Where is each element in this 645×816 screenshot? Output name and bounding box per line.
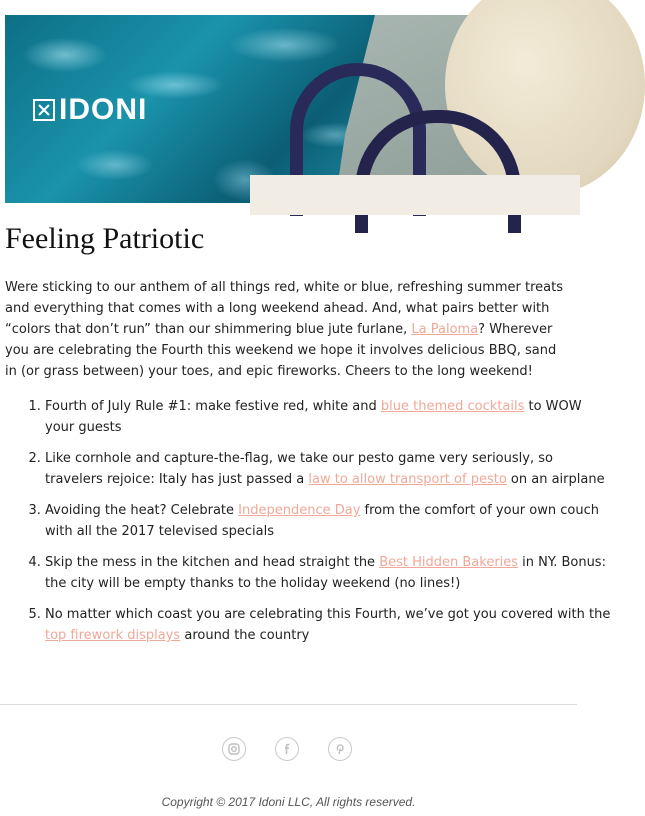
fireworks-link[interactable]: top firework displays: [45, 628, 181, 643]
logo-crest-icon: [33, 99, 55, 121]
intro-text: Were sticking to our anthem of all things red, white or blue, refreshing summer treats and everything that comes with a long weekend ahead. And, what pairs better with “colors that don’t run” than our shimmering blue jute furlane,: [5, 280, 564, 337]
list-item-text: in NY. Bonus: the city will be empty thanks to the holiday weekend (no lines!): [45, 555, 606, 591]
hero-image: [5, 15, 569, 203]
list-item: [45, 604, 611, 646]
article-intro: [5, 277, 571, 382]
cocktails-link[interactable]: blue themed cocktails: [380, 399, 525, 414]
facebook-icon[interactable]: [275, 737, 299, 761]
list-item: [45, 448, 611, 490]
social-links: [0, 737, 577, 763]
bakeries-link[interactable]: Best Hidden Bakeries: [379, 555, 519, 570]
pesto-law-link[interactable]: law to allow transport of pesto: [308, 472, 507, 487]
list-item-text: Avoiding the heat? Celebrate: [45, 503, 239, 518]
list-item-text: from the comfort of your own couch with all the 2017 televised specials: [45, 503, 599, 539]
independence-day-link[interactable]: Independence Day: [238, 503, 361, 518]
list-item-text: No matter which coast you are celebrating this Fourth, we’ve got you covered with the: [45, 607, 611, 622]
list-item: [45, 500, 611, 542]
copyright-text: Copyright © 2017 Idoni LLC, All rights reserved.: [161, 795, 416, 809]
list-item: [45, 552, 611, 594]
list-item: [45, 396, 611, 438]
list-item-text: on an airplane: [506, 472, 605, 487]
list-item-text: Fourth of July Rule #1: make festive red, white and: [45, 399, 381, 414]
list-item-text: around the country: [180, 628, 310, 643]
footer-divider: [0, 704, 577, 705]
pinterest-icon[interactable]: [328, 737, 352, 761]
la-paloma-link[interactable]: La Paloma: [411, 322, 479, 337]
intro-text: ? Wherever you are celebrating the Fourth this weekend we hope it involves delicious BBQ, sand in (or grass between) your toes, and epic fireworks. Cheers to the long weekend!: [5, 322, 557, 379]
tips-list: [5, 396, 611, 656]
hero-bag: [250, 175, 580, 215]
brand-logo[interactable]: [33, 93, 147, 127]
list-item-text: to WOW your guests: [45, 399, 582, 435]
list-item-text: Skip the mess in the kitchen and head straight the: [45, 555, 380, 570]
logo-text: IDONI: [59, 93, 148, 126]
article-title: Feeling Patriotic: [5, 222, 205, 255]
list-item-text: Like cornhole and capture-the-flag, we take our pesto game very seriously, so travelers rejoice: Italy has just passed a: [45, 451, 553, 487]
instagram-icon[interactable]: [222, 737, 246, 761]
